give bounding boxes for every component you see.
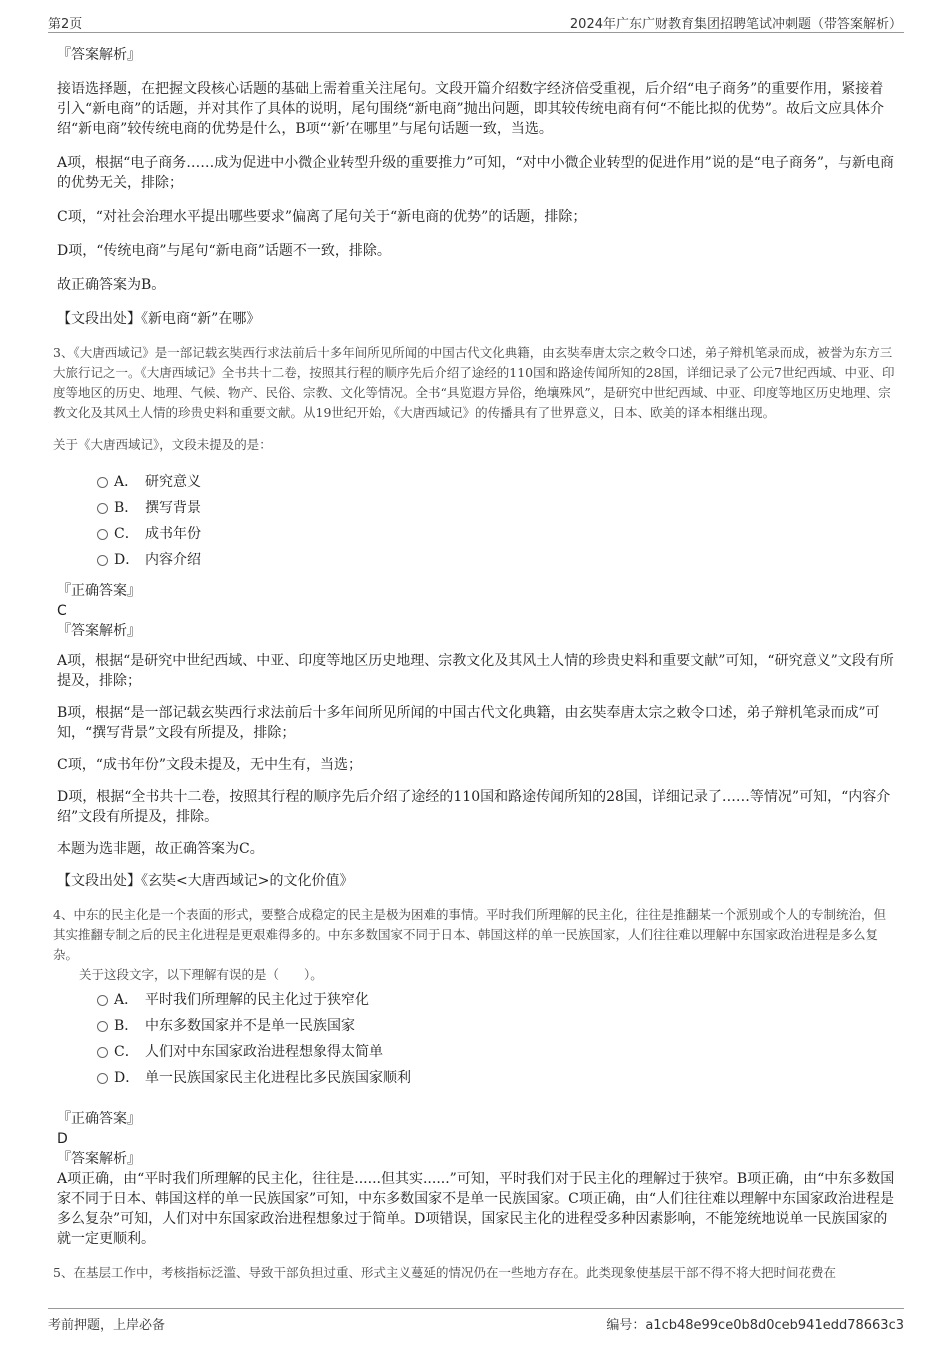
q3-answer: C xyxy=(57,603,67,619)
radio-icon[interactable] xyxy=(97,503,108,514)
q3-stem: 3、《大唐西域记》是一部记载玄奘西行求法前后十多年间所见所闻的中国古代文化典籍，由玄奘奉唐太宗之敕令口述，弟子辩机笔录而成，被誉为东方三大旅行记之一。《大唐西域记》全书共十二卷，按照其行程的顺序先后介绍了途经的110国和路途传闻所知的28国，详细记录了公元7世纪西域、中亚、印度等地区的历史、地理、气候、物产、民俗、宗教、文化等情况。全书“具览遐方异俗，绝壤殊风”，是研究中世纪西域、中亚、印度等地区历史地理、宗教文化及其风土人情的珍贵史料和重要文献。从19世纪开始，《大唐西域记》的传播具有了世界意义，日本、欧美的译本相继出现。 xyxy=(53,345,895,420)
option-text: 平时我们所理解的民主化过于狭窄化 xyxy=(145,992,369,1008)
radio-icon[interactable] xyxy=(97,995,108,1006)
q4-analysis-label: 『答案解析』 xyxy=(57,1151,141,1167)
radio-icon[interactable] xyxy=(97,1047,108,1058)
q2-analysis-option-a: A项，根据“电子商务……成为促进中小微企业转型升级的重要推力”可知，“对中小微企业转型的促进作用”说的是“电子商务”，与新电商的优势无关，排除； xyxy=(57,155,895,191)
q4-option-d[interactable] xyxy=(57,1065,897,1091)
q3-option-b[interactable] xyxy=(57,495,897,521)
option-text: 成书年份 xyxy=(145,526,201,542)
q3-option-d[interactable] xyxy=(57,547,897,573)
q4-option-a[interactable] xyxy=(57,987,897,1013)
option-letter: D． xyxy=(114,552,140,568)
option-text: 研究意义 xyxy=(145,474,201,490)
q3-analysis-option-b: B项，根据“是一部记载玄奘西行求法前后十多年间所见所闻的中国古代文化典籍，由玄奘奉唐太宗之敕令口述，弟子辩机笔录而成”可知，“撰写背景”文段有所提及，排除； xyxy=(57,705,880,741)
q3-source: 【文段出处】《玄奘<大唐西域记>的文化价值》 xyxy=(57,873,354,889)
q2-conclusion: 故正确答案为B。 xyxy=(57,277,166,293)
radio-icon[interactable] xyxy=(97,477,108,488)
radio-icon[interactable] xyxy=(97,555,108,566)
page-header xyxy=(48,10,904,33)
radio-icon[interactable] xyxy=(97,1021,108,1032)
option-text: 单一民族国家民主化进程比多民族国家顺利 xyxy=(145,1070,411,1086)
q4-answer-label: 『正确答案』 xyxy=(57,1111,141,1127)
q3-analysis-option-c: C项，“成书年份”文段未提及，无中生有，当选； xyxy=(57,757,363,773)
q3-analysis-label: 『答案解析』 xyxy=(57,623,141,639)
q2-analysis-option-d: D项，“传统电商”与尾句“新电商”话题不一致，排除。 xyxy=(57,243,391,259)
option-text: 人们对中东国家政治进程想象得太简单 xyxy=(145,1044,383,1060)
q2-analysis-paragraph: 接语选择题，在把握文段核心话题的基础上需着重关注尾句。文段开篇介绍数字经济倍受重视，后介绍“电子商务”的重要作用，紧接着引入“新电商”的话题，并对其作了具体的说明，尾句围绕“新电商”抛出问题，即其较传统电商有何“不能比拟的优势”。故后文应具体介绍“新电商”较传统电商的优势是什么，B项“‘新’在哪里”与尾句话题一致，当选。 xyxy=(57,81,884,137)
option-text: 撰写背景 xyxy=(145,500,201,516)
footer-slogan: 考前押题，上岸必备 xyxy=(48,1318,166,1333)
q5-stem: 5、在基层工作中，考核指标泛滥、导致干部负担过重、形式主义蔓延的情况仍在一些地方存在。此类现象使基层干部不得不将大把时间花费在 xyxy=(53,1265,836,1280)
page-number: 第2页 xyxy=(48,17,83,32)
option-text: 内容介绍 xyxy=(145,552,201,568)
q4-analysis: A项正确，由“平时我们所理解的民主化，往往是......但其实......”可知，平时我们对于民主化的理解过于狭窄。B项正确，由“中东多数国家不同于日本、韩国这样的单一民族国家”可知，中东多数国家不是单一民族国家。C项正确，由“人们往往难以理解中东国家政治进程是多么复杂”可知，人们对中东国家政治进程想象过于简单。D项错误，国家民主化的进程受多种因素影响，不能笼统地说单一民族国家的就一定更顺利。 xyxy=(57,1171,895,1247)
q4-question: 关于这段文字，以下理解有误的是（ ）。 xyxy=(79,967,323,982)
q2-analysis-label: 『答案解析』 xyxy=(57,47,141,63)
q4-stem: 4、中东的民主化是一个表面的形式，要整合成稳定的民主是极为困难的事情。平时我们所理解的民主化，往往是推翻某一个派别或个人的专制统治，但其实推翻专制之后的民主化进程是更艰难得多的。中东多数国家不同于日本、韩国这样的单一民族国家，人们往往难以理解中东国家政治进程是多么复杂。 xyxy=(53,907,886,962)
q3-option-c[interactable] xyxy=(57,521,897,547)
document-code: 编号：a1cb48e99ce0b8d0ceb941edd78663c3 xyxy=(606,1318,904,1333)
document-title: 2024年广东广财教育集团招聘笔试冲刺题（带答案解析） xyxy=(569,17,902,32)
q3-answer-label: 『正确答案』 xyxy=(57,583,141,599)
option-letter: D． xyxy=(114,1070,140,1086)
radio-icon[interactable] xyxy=(97,529,108,540)
option-letter: A． xyxy=(114,474,139,490)
radio-icon[interactable] xyxy=(97,1073,108,1084)
q4-answer: D xyxy=(57,1131,68,1147)
option-letter: A． xyxy=(114,992,139,1008)
q3-option-a[interactable] xyxy=(57,469,897,495)
q4-option-c[interactable] xyxy=(57,1039,897,1065)
q4-option-b[interactable] xyxy=(57,1013,897,1039)
page-content xyxy=(53,45,897,1283)
option-letter: B． xyxy=(114,1018,139,1034)
q3-question: 关于《大唐西域记》，文段未提及的是： xyxy=(53,437,272,452)
option-letter: C． xyxy=(114,526,139,542)
q3-analysis-option-a: A项，根据“是研究中世纪西域、中亚、印度等地区历史地理、宗教文化及其风土人情的珍贵史料和重要文献”可知，“研究意义”文段有所提及，排除； xyxy=(57,653,894,689)
q2-source: 【文段出处】《新电商“新”在哪》 xyxy=(57,311,261,327)
q3-conclusion: 本题为选非题，故正确答案为C。 xyxy=(57,841,264,857)
page-footer xyxy=(48,1308,904,1333)
q2-analysis-option-c: C项，“对社会治理水平提出哪些要求”偏离了尾句关于“新电商的优势”的话题，排除； xyxy=(57,209,587,225)
option-letter: C． xyxy=(114,1044,139,1060)
option-text: 中东多数国家并不是单一民族国家 xyxy=(145,1018,355,1034)
option-letter: B． xyxy=(114,500,139,516)
q3-analysis-option-d: D项，根据“全书共十二卷，按照其行程的顺序先后介绍了途经的110国和路途传闻所知的28国，详细记录了……等情况”可知，“内容介绍”文段有所提及，排除。 xyxy=(57,789,891,825)
